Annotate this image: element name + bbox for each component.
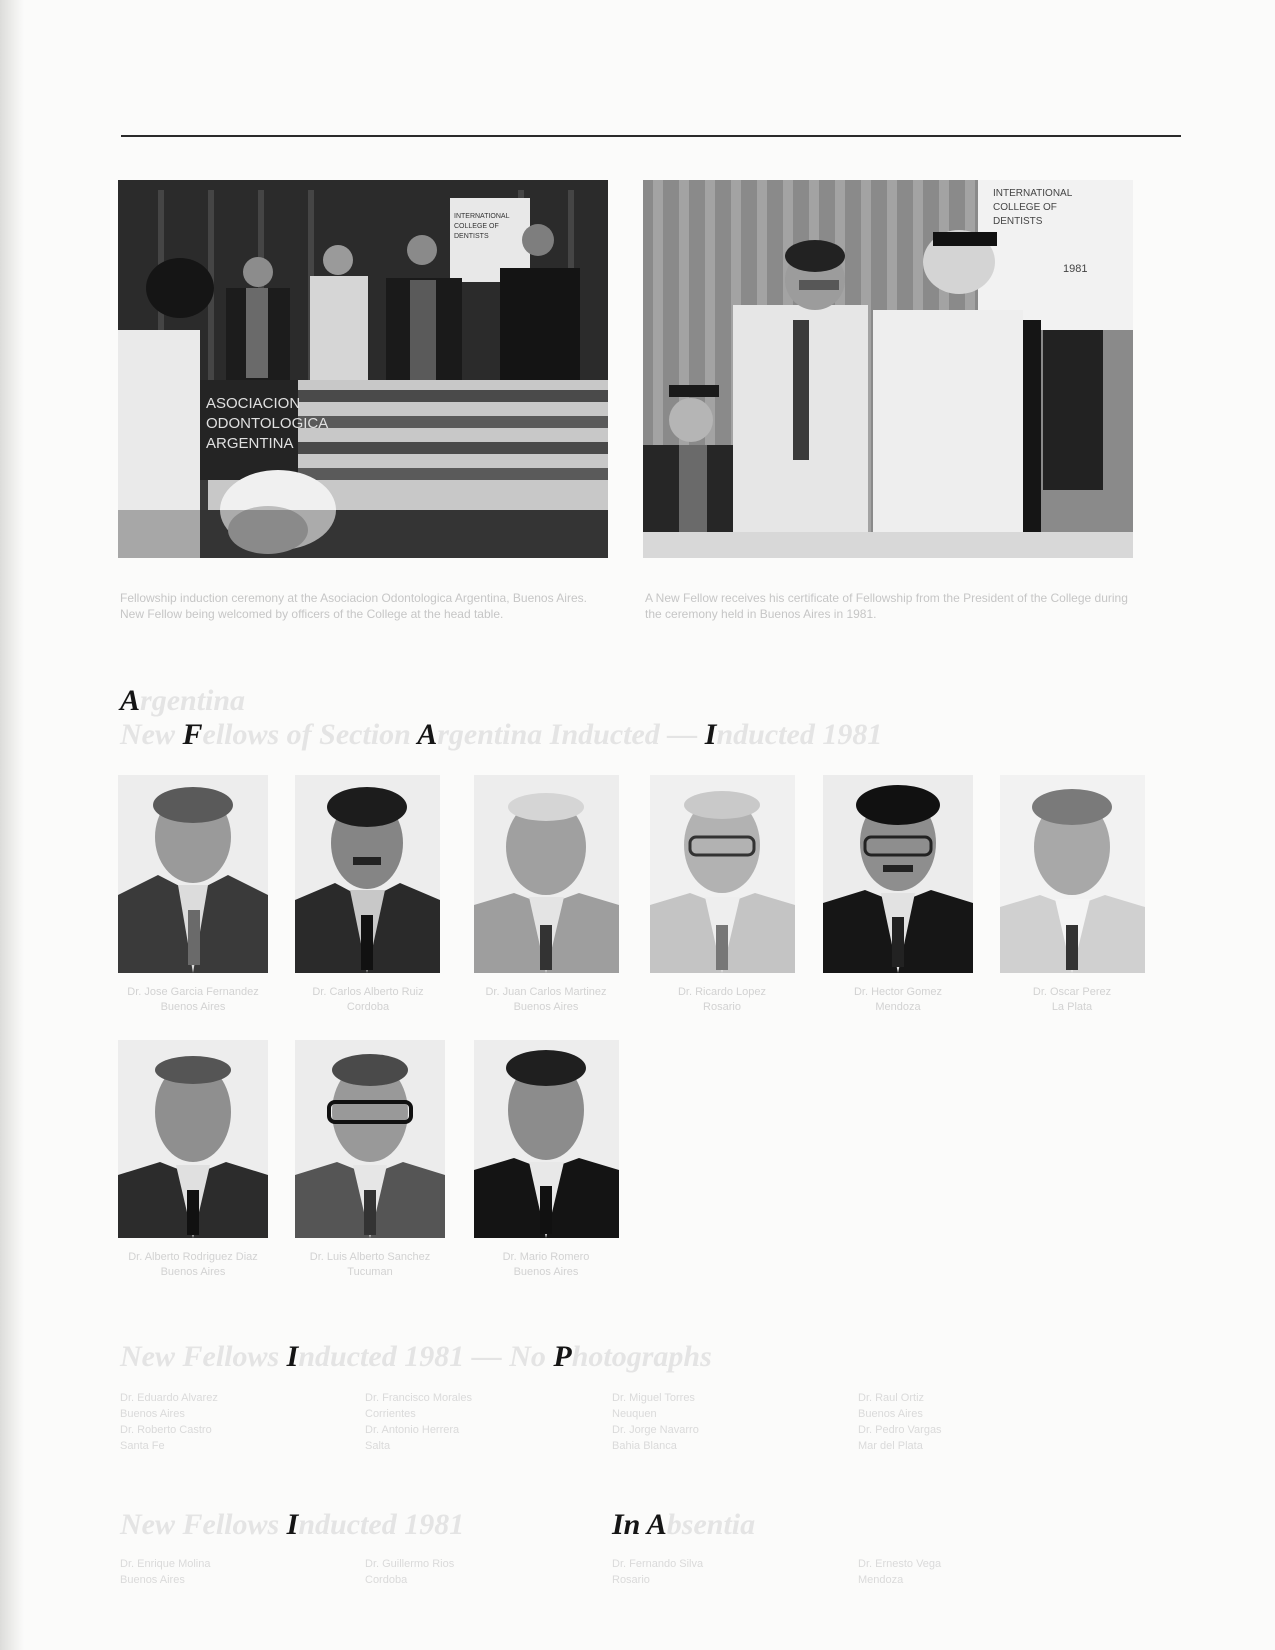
fellow-name: Dr. Mario Romero [502,1251,590,1263]
title-part: New Fellows [120,1340,287,1373]
absentia-list-column: Dr. Guillermo Rios Cordoba [365,1558,455,1586]
fellow-name: Dr. Luis Alberto Sanchez [309,1251,431,1263]
sign-line-4: 1981 [1063,263,1088,275]
title-initial: I [286,1340,299,1373]
section-new-fellows-title [120,718,882,752]
portrait-caption [290,1250,450,1280]
fellow-name: Dr. Oscar Perez [1032,986,1112,998]
title-part: New Fellows [120,1508,287,1541]
fellow-city: Cordoba [346,1001,390,1013]
fellows-list-column: Dr. Miguel Torres Neuquen Dr. Jorge Navarro Bahia Blanca [612,1392,699,1452]
section-absentia-title-right [612,1508,755,1542]
absentia-list-column: Dr. Ernesto Vega Mendoza [858,1558,942,1586]
portrait-caption [113,1250,273,1280]
fellow-portrait [295,1040,445,1238]
fellow-name: Dr. Juan Carlos Martinez [485,986,607,998]
title-initial: I [286,1508,299,1541]
portrait-caption [466,985,626,1015]
portrait-caption [992,985,1152,1015]
fellow-name: Dr. Hector Gomez [853,986,943,998]
fellows-list-column: Dr. Raul Ortiz Buenos Aires Dr. Pedro Vargas Mar del Plata [858,1392,942,1452]
header-rule [121,135,1181,137]
fellow-name: Dr. Ricardo Lopez [677,986,767,998]
banner-line-1: ASOCIACION [206,395,301,412]
title-part: ellows of Section [202,718,418,751]
sign-line-2: COLLEGE OF [454,223,499,230]
fellow-portrait [118,775,268,973]
sign-line-2: COLLEGE OF [993,202,1057,213]
fellow-portrait [823,775,973,973]
fellow-city: La Plata [1051,1001,1093,1013]
title-initial: P [553,1340,572,1373]
sign-line-1: INTERNATIONAL [454,213,510,220]
portrait-caption [642,985,802,1015]
fellow-portrait [474,1040,619,1238]
fellow-city: Buenos Aires [160,1001,226,1013]
fellows-list-column: Dr. Eduardo Alvarez Buenos Aires Dr. Roberto Castro Santa Fe [120,1392,218,1452]
sign-line-3: DENTISTS [993,216,1043,227]
title-part: nducted 1981 [716,718,883,751]
title-part: New [120,718,183,751]
fellows-list-column: Dr. Francisco Morales Corrientes Dr. Antonio Herrera Salta [365,1392,472,1452]
fellow-portrait [474,775,619,973]
title-initial: A [646,1508,667,1541]
title-initial: I [704,718,717,751]
fellow-city: Tucuman [347,1266,393,1278]
portrait-caption [113,985,273,1015]
title-initial: A [417,718,438,751]
title-part: hotographs [571,1340,712,1373]
fellow-city: Buenos Aires [513,1266,579,1278]
title-part: In [612,1508,647,1541]
fellow-name: Dr. Alberto Rodriguez Diaz [128,1251,258,1263]
fellow-city: Buenos Aires [513,1001,579,1013]
left-photo-caption: Fellowship induction ceremony at the Asociacion Odontologica Argentina, Buenos Aires. New Fellow being welcomed by officers of the College at the head table. [120,591,587,621]
banner-line-3: ARGENTINA [206,435,294,452]
fellow-city: Mendoza [875,1001,921,1013]
sign-line-3: DENTISTS [454,233,489,240]
portrait-caption [288,985,448,1015]
banner-line-2: ODONTOLOGICA [206,415,329,432]
title-initial: F [182,718,203,751]
fellow-portrait [1000,775,1145,973]
fellow-portrait [118,1040,268,1238]
title-part: nducted 1981 — No [298,1340,554,1373]
section-no-photographs-title [120,1340,712,1374]
fellow-city: Buenos Aires [160,1266,226,1278]
section-country-title [120,684,245,718]
ceremony-photo-right [643,180,1133,558]
title-part: nducted 1981 [298,1508,465,1541]
fellow-name: Dr. Carlos Alberto Ruiz [312,986,424,998]
title-part: bsentia [666,1508,756,1541]
title-initial: A [120,684,141,717]
fellow-city: Rosario [703,1001,741,1013]
title-rest: rgentina [140,684,246,717]
fellow-name: Dr. Jose Garcia Fernandez [127,986,259,998]
portrait-caption [466,1250,626,1280]
absentia-list-column: Dr. Fernando Silva Rosario [612,1558,704,1586]
absentia-list-column: Dr. Enrique Molina Buenos Aires [120,1558,211,1586]
fellow-portrait [295,775,440,973]
sign-line-1: INTERNATIONAL [993,188,1073,199]
portrait-caption [818,985,978,1015]
page-binding-shadow [0,0,24,1650]
fellow-portrait [650,775,795,973]
title-part: rgentina Inducted — [437,718,705,751]
ceremony-photo-left [118,180,608,558]
section-absentia-title-left [120,1508,464,1542]
right-photo-caption: A New Fellow receives his certificate of Fellowship from the President of the College during the ceremony held in Buenos Aires in 1981. [645,591,1128,621]
